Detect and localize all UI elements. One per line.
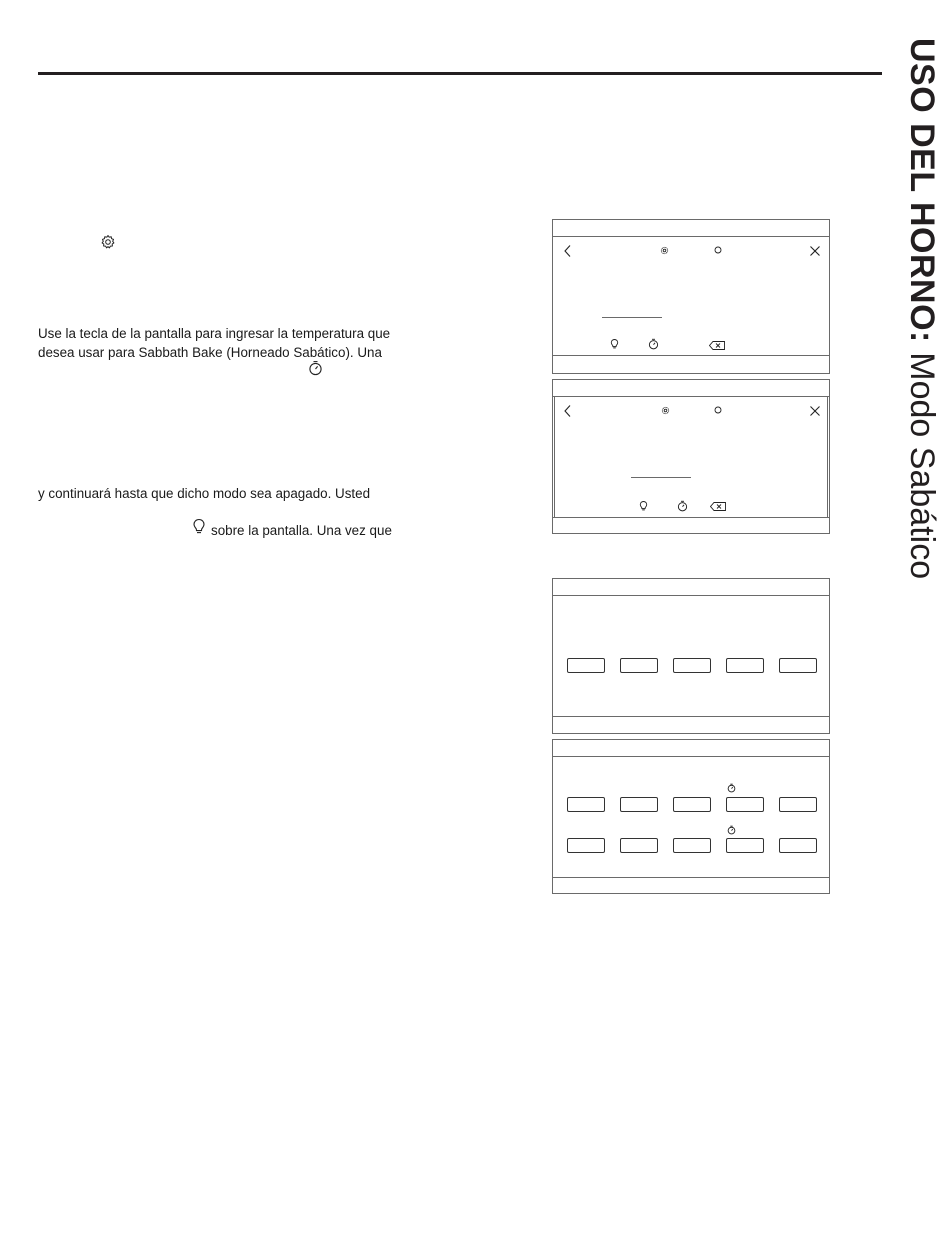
screen-button[interactable] bbox=[779, 658, 817, 673]
paragraph-1-line-1: Use la tecla de la pantalla para ingresar la temperatura que bbox=[38, 326, 391, 341]
chevron-left-icon[interactable] bbox=[563, 244, 573, 258]
backspace-icon[interactable] bbox=[709, 341, 725, 350]
screen-header-bar bbox=[553, 236, 829, 237]
gear-icon bbox=[100, 234, 116, 250]
timer-icon[interactable] bbox=[648, 338, 659, 350]
screen-button[interactable] bbox=[673, 797, 711, 812]
status-dot-icon bbox=[714, 246, 722, 254]
temperature-input-line[interactable] bbox=[631, 477, 691, 478]
screen-footer-bar bbox=[553, 355, 829, 356]
lightbulb-icon[interactable] bbox=[639, 500, 648, 512]
gear-icon bbox=[660, 246, 669, 255]
screen-button[interactable] bbox=[673, 838, 711, 853]
chevron-left-icon[interactable] bbox=[563, 404, 573, 418]
section-title-light: Modo Sabático bbox=[903, 342, 941, 580]
screen-button[interactable] bbox=[726, 658, 764, 673]
screen-button[interactable] bbox=[567, 797, 605, 812]
close-icon[interactable] bbox=[809, 245, 821, 257]
lightbulb-icon[interactable] bbox=[610, 338, 619, 350]
display-screen-4 bbox=[552, 739, 830, 894]
screen-button[interactable] bbox=[620, 838, 658, 853]
paragraph-1-line-2: desea usar para Sabbath Bake (Horneado Sabático). Una bbox=[38, 345, 382, 360]
screen-button[interactable] bbox=[567, 658, 605, 673]
timer-icon bbox=[727, 783, 736, 793]
display-screen-1 bbox=[552, 219, 830, 374]
screen-button[interactable] bbox=[779, 838, 817, 853]
paragraph-2-line-2: sobre la pantalla. Una vez que bbox=[211, 523, 392, 538]
section-title bbox=[903, 38, 941, 579]
header-rule bbox=[38, 72, 882, 75]
timer-icon[interactable] bbox=[677, 500, 688, 512]
lightbulb-icon bbox=[192, 518, 206, 535]
screen-header-bar bbox=[553, 756, 829, 757]
paragraph-2-line-1: y continuará hasta que dicho modo sea apagado. Usted bbox=[38, 486, 371, 501]
display-screen-3 bbox=[552, 578, 830, 734]
screen-footer-bar bbox=[553, 877, 829, 878]
screen-button[interactable] bbox=[620, 797, 658, 812]
screen-button[interactable] bbox=[779, 797, 817, 812]
status-dot-icon bbox=[714, 406, 722, 414]
screen-footer-bar bbox=[553, 716, 829, 717]
timer-icon bbox=[308, 360, 323, 376]
section-title-bold: USO DEL HORNO: bbox=[903, 38, 941, 343]
screen-button[interactable] bbox=[726, 797, 764, 812]
timer-icon bbox=[727, 825, 736, 835]
screen-button[interactable] bbox=[726, 838, 764, 853]
screen-header-bar bbox=[553, 595, 829, 596]
backspace-icon[interactable] bbox=[710, 502, 726, 511]
gear-icon bbox=[661, 406, 670, 415]
temperature-input-line[interactable] bbox=[602, 317, 662, 318]
screen-highlight-frame bbox=[554, 396, 828, 518]
close-icon[interactable] bbox=[809, 405, 821, 417]
screen-button[interactable] bbox=[620, 658, 658, 673]
screen-button[interactable] bbox=[567, 838, 605, 853]
display-screen-2 bbox=[552, 379, 830, 534]
screen-button[interactable] bbox=[673, 658, 711, 673]
